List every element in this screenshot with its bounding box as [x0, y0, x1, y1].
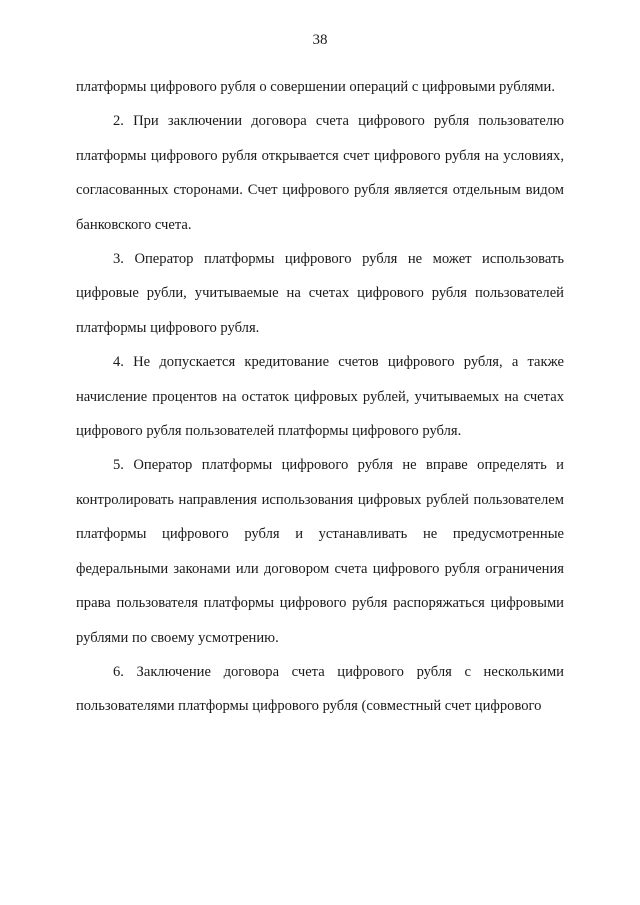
paragraph-item-3: 3. Оператор платформы цифрового рубля не может использовать цифровые рубли, учитываемые на счетах цифрового рубля пользователей платформы цифрового рубля.	[76, 251, 564, 336]
paragraph-item-2: 2. При заключении договора счета цифрового рубля пользователю платформы цифрового рубля открывается счет цифрового рубля на условиях, согласованных сторонами. Счет цифрового рубля является отдельным видом банковского счета.	[76, 113, 564, 233]
paragraph-item-6: 6. Заключение договора счета цифрового рубля с несколькими пользователями платформы цифрового рубля (совместный счет цифрового	[76, 663, 564, 715]
paragraph-continuation: платформы цифрового рубля о совершении операций с цифровыми рублями.	[76, 79, 555, 95]
page-number: 38	[312, 32, 328, 48]
document-body	[76, 70, 564, 724]
paragraph-item-4: 4. Не допускается кредитование счетов цифрового рубля, а также начисление процентов на остаток цифровых рублей, учитываемых на счетах цифрового рубля пользователей платформы цифрового рубля.	[76, 354, 564, 440]
paragraph-item-5: 5. Оператор платформы цифрового рубля не вправе определять и контролировать направления использования цифровых рублей пользователем платформы цифрового рубля и устанавливать не предусмотренные федеральными законами или договором счета цифрового рубля ограничения права пользователя платформы цифрового рубля распоряжаться цифровыми рублями по своему усмотрению.	[76, 457, 564, 646]
